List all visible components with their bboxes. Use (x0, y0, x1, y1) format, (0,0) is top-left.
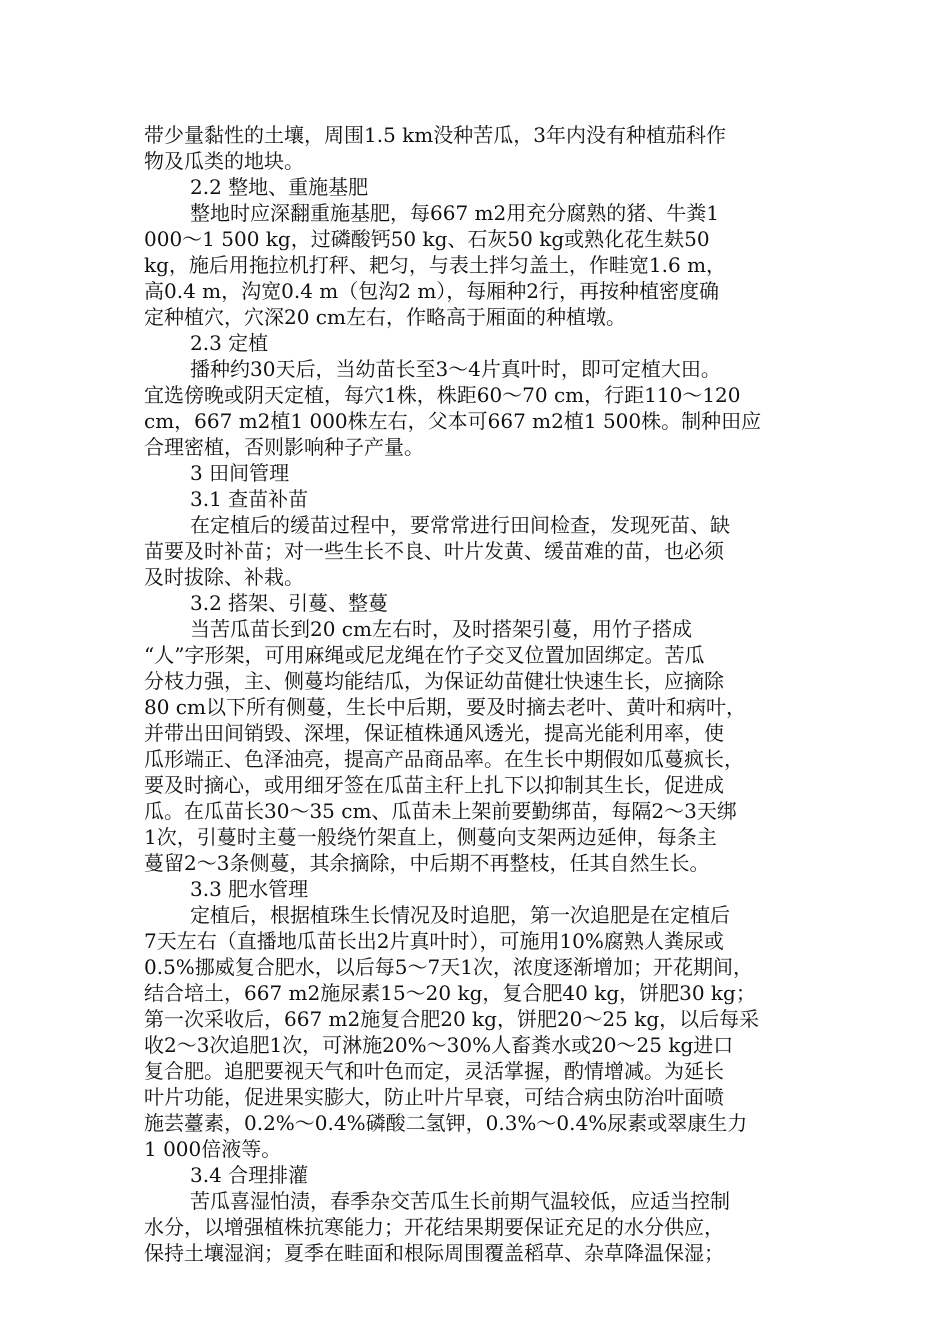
text-line: 1次，引蔓时主蔓一般绕竹架直上，侧蔓向支架两边延伸，每条主 (144, 825, 717, 849)
document-body (144, 122, 814, 1266)
text-line: “人”字形架，可用麻绳或尼龙绳在竹子交叉位置加固绑定。苦瓜 (144, 643, 705, 667)
text-line: kg，施后用拖拉机打秤、耙匀，与表土拌匀盖土，作畦宽1.6 m， (144, 253, 727, 277)
text-line: 3 田间管理 (190, 461, 290, 485)
text-line: 复合肥。追肥要视天气和叶色而定，灵活掌握，酌情增减。为延长 (144, 1059, 724, 1083)
text-line: 当苦瓜苗长到20 cm左右时，及时搭架引蔓，用竹子搭成 (190, 617, 692, 641)
text-line: 80 cm以下所有侧蔓，生长中后期，要及时摘去老叶、黄叶和病叶， (144, 695, 746, 719)
text-line: 7天左右（直播地瓜苗长出2片真叶时），可施用10%腐熟人粪尿或 (144, 929, 724, 953)
text-line: 物及瓜类的地块。 (144, 149, 304, 173)
text-line: 定植后，根据植珠生长情况及时追肥，第一次追肥是在定植后 (190, 903, 730, 927)
text-line: 保持土壤湿润；夏季在畦面和根际周围覆盖稻草、杂草降温保湿； (144, 1241, 724, 1265)
text-line: 叶片功能，促进果实膨大，防止叶片早衰，可结合病虫防治叶面喷 (144, 1085, 724, 1109)
text-line: 播种约30天后，当幼苗长至3～4片真叶时，即可定植大田。 (190, 357, 721, 381)
text-line: 2.3 定植 (190, 331, 269, 355)
text-line: 带少量黏性的土壤，周围1.5 km没种苦瓜，3年内没有种植茄科作 (144, 123, 726, 147)
text-line: 苗要及时补苗；对一些生长不良、叶片发黄、缓苗难的苗，也必须 (144, 539, 724, 563)
text-line: cm，667 m2植1 000株左右，父本可667 m2植1 500株。制种田应 (144, 409, 762, 433)
text-line: 合理密植，否则影响种子产量。 (144, 435, 424, 459)
text-line: 整地时应深翻重施基肥，每667 m2用充分腐熟的猪、牛粪1 (190, 201, 719, 225)
text-line: 及时拔除、补栽。 (144, 565, 304, 589)
text-line: 3.3 肥水管理 (190, 877, 309, 901)
text-line: 蔓留2～3条侧蔓，其余摘除，中后期不再整枝，任其自然生长。 (144, 851, 710, 875)
text-line: 3.4 合理排灌 (190, 1163, 309, 1187)
text-line: 定种植穴，穴深20 cm左右，作略高于厢面的种植墩。 (144, 305, 626, 329)
text-line: 3.2 搭架、引蔓、整蔓 (190, 591, 389, 615)
text-line: 2.2 整地、重施基肥 (190, 175, 369, 199)
text-line: 结合培土，667 m2施尿素15～20 kg，复合肥40 kg，饼肥30 kg； (144, 981, 756, 1005)
text-line: 施芸薹素，0.2%～0.4%磷酸二氢钾，0.3%～0.4%尿素或翠康生力 (144, 1111, 748, 1135)
text-line: 并带出田间销毁、深埋，保证植株通风透光，提高光能利用率，使 (144, 721, 724, 745)
text-line: 第一次采收后，667 m2施复合肥20 kg，饼肥20～25 kg，以后每采 (144, 1007, 760, 1031)
text-line: 1 000倍液等。 (144, 1137, 282, 1161)
text-line: 在定植后的缓苗过程中，要常常进行田间检查，发现死苗、缺 (190, 513, 730, 537)
text-line: 0.5%挪威复合肥水，以后每5～7天1次，浓度逐渐增加；开花期间， (144, 955, 753, 979)
text-line: 苦瓜喜湿怕渍，春季杂交苦瓜生长前期气温较低，应适当控制 (190, 1189, 730, 1213)
text-line: 3.1 查苗补苗 (190, 487, 309, 511)
text-line: 宜选傍晚或阴天定植，每穴1株，株距60～70 cm，行距110～120 (144, 383, 741, 407)
text-line: 瓜。在瓜苗长30～35 cm、瓜苗未上架前要勤绑苗，每隔2～3天绑 (144, 799, 737, 823)
text-line: 水分，以增强植株抗寒能力；开花结果期要保证充足的水分供应， (144, 1215, 724, 1239)
text-line: 分枝力强，主、侧蔓均能结瓜，为保证幼苗健壮快速生长，应摘除 (144, 669, 724, 693)
text-line: 000～1 500 kg，过磷酸钙50 kg、石灰50 kg或熟化花生麸50 (144, 227, 710, 251)
text-line: 要及时摘心，或用细牙签在瓜苗主秆上扎下以抑制其生长，促进成 (144, 773, 724, 797)
text-line: 收2～3次追肥1次，可淋施20%～30%人畜粪水或20～25 kg进口 (144, 1033, 734, 1057)
text-line: 瓜形端正、色泽油亮，提高产品商品率。在生长中期假如瓜蔓疯长， (144, 747, 744, 771)
text-line: 高0.4 m，沟宽0.4 m（包沟2 m），每厢种2行，再按种植密度确 (144, 279, 720, 303)
